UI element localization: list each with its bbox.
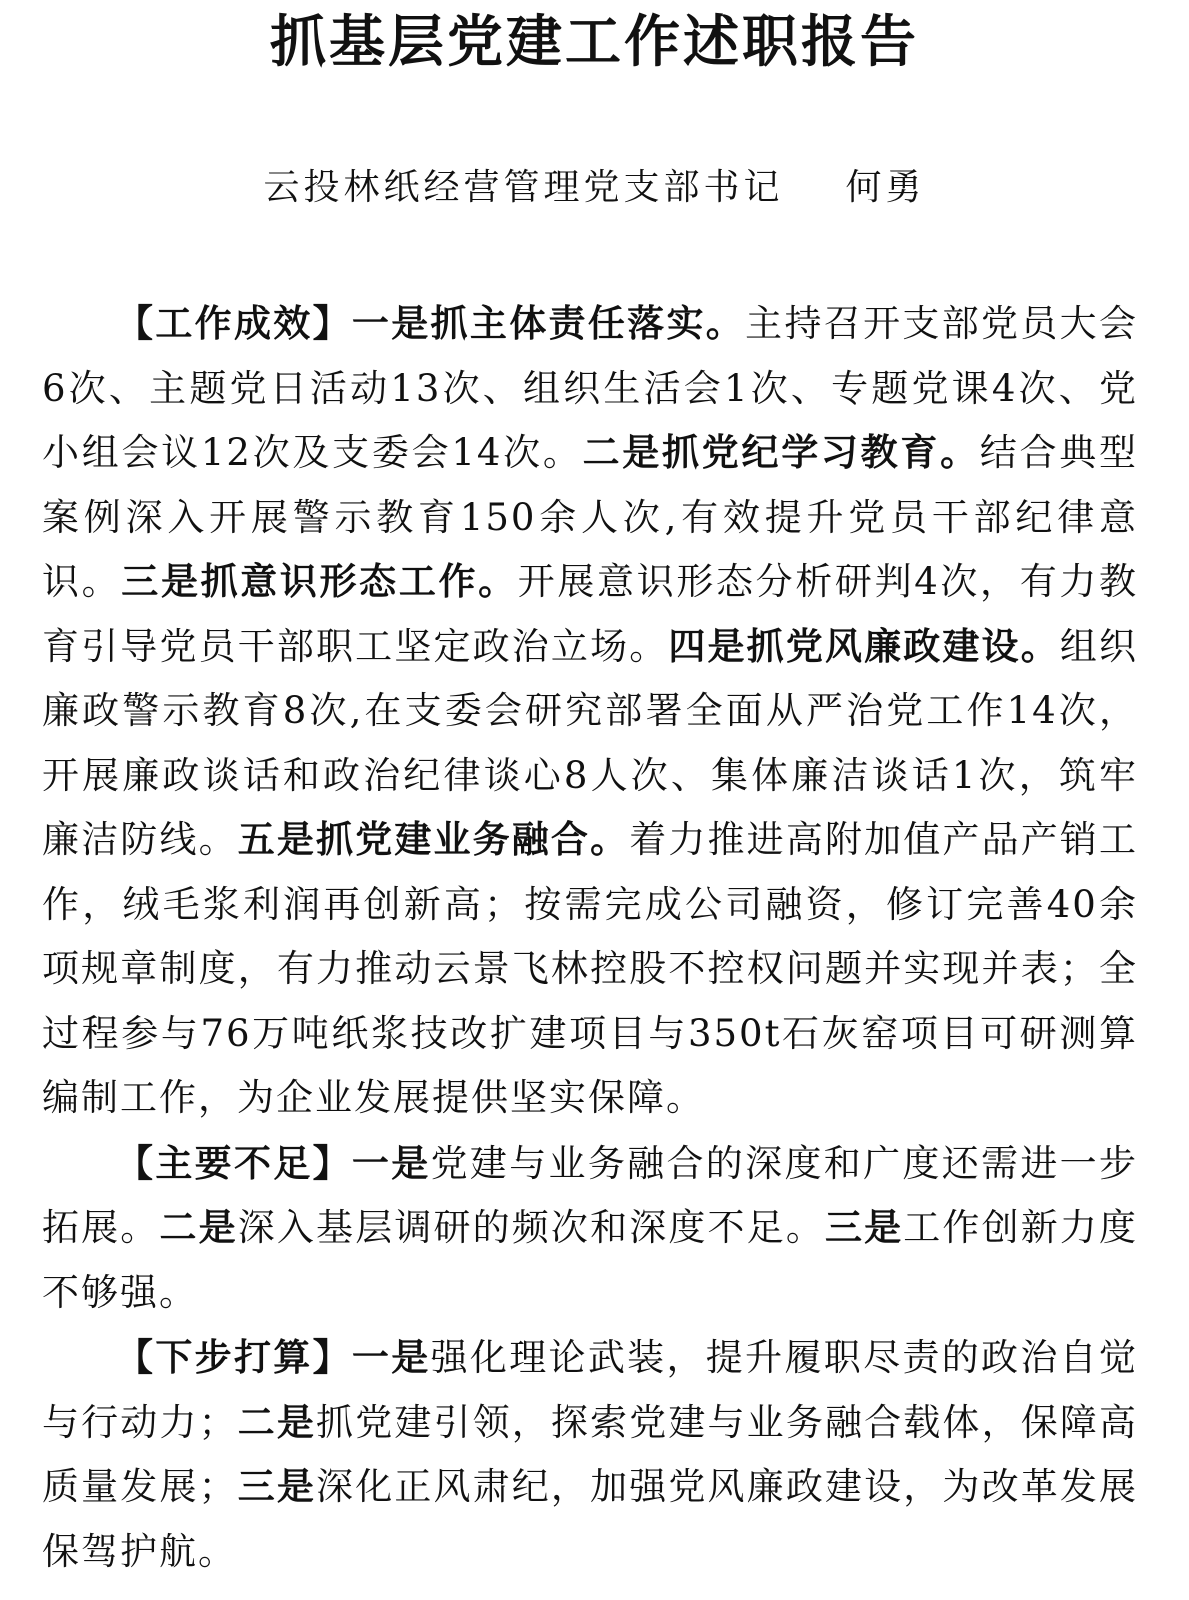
point-label: 三是 — [237, 1465, 317, 1508]
point-text: 着力推进高附加值产品产销工作，绒毛浆利润再创新高；按需完成公司融资，修订完善40余项规章制度，有力推动云景飞林控股不控权问题并实现并表；全过程参与76万吨纸浆技改扩建项目与350t石灰窑项目可研测算编制工作，为企业发展提供坚实保障。 — [42, 818, 1139, 1119]
point-text: 抓党建引领，探索党建与业务融合载体，保障高质量发展； — [42, 1400, 1139, 1508]
author-name: 何勇 — [845, 167, 926, 208]
point-label: 二是抓党纪学习教育。 — [582, 431, 980, 474]
report-body — [42, 292, 1138, 1584]
author-byline — [0, 158, 1189, 218]
point-label: 二是 — [237, 1400, 317, 1444]
point-text: 结合典型案例深入开展警示教育150余人次,有效提升党员干部纪律意识。 — [42, 431, 1139, 603]
section-shortcomings — [42, 1132, 1138, 1326]
point-label: 三是 — [824, 1206, 904, 1249]
author-position: 云投林纸经营管理党支部书记 — [263, 167, 784, 208]
point-label: 一是 — [351, 1336, 431, 1379]
point-text: 主持召开支部党员大会6次、主题党日活动13次、组织生活会1次、专题党课4次、党小组会议12次及支委会14次。 — [42, 302, 1139, 474]
document-title: 抓基层党建工作述职报告 — [270, 10, 919, 75]
section-work-results — [42, 292, 1138, 1131]
point-text: 深化正风肃纪，加强党风廉政建设，为改革发展保驾护航。 — [42, 1465, 1139, 1573]
point-text: 党建与业务融合的深度和广度还需进一步拓展。 — [42, 1141, 1139, 1249]
section-heading: 【下步打算】 — [116, 1336, 352, 1379]
point-label: 三是抓意识形态工作。 — [121, 560, 518, 603]
section-heading: 【主要不足】 — [116, 1141, 352, 1185]
point-text: 强化理论武装，提升履职尽责的政治自觉与行动力； — [42, 1336, 1139, 1444]
point-text: 深入基层调研的频次和深度不足。 — [237, 1206, 825, 1249]
point-label: 二是 — [159, 1206, 238, 1249]
point-label: 五是抓党建业务融合。 — [237, 818, 630, 861]
point-label: 四是抓党风廉政建设。 — [668, 624, 1060, 668]
point-label: 一是抓主体责任落实。 — [351, 302, 746, 345]
section-next-steps — [42, 1326, 1138, 1584]
point-label: 一是 — [351, 1141, 431, 1185]
point-text: 开展意识形态分析研判4次，有力教育引导党员干部职工坚定政治立场。 — [42, 560, 1139, 668]
section-heading: 【工作成效】 — [116, 302, 352, 345]
point-text: 工作创新力度不够强。 — [42, 1206, 1139, 1314]
point-text: 组织廉政警示教育8次,在支委会研究部署全面从严治党工作14次，开展廉政谈话和政治纪律谈心8人次、集体廉洁谈话1次，筑牢廉洁防线。 — [42, 624, 1139, 861]
